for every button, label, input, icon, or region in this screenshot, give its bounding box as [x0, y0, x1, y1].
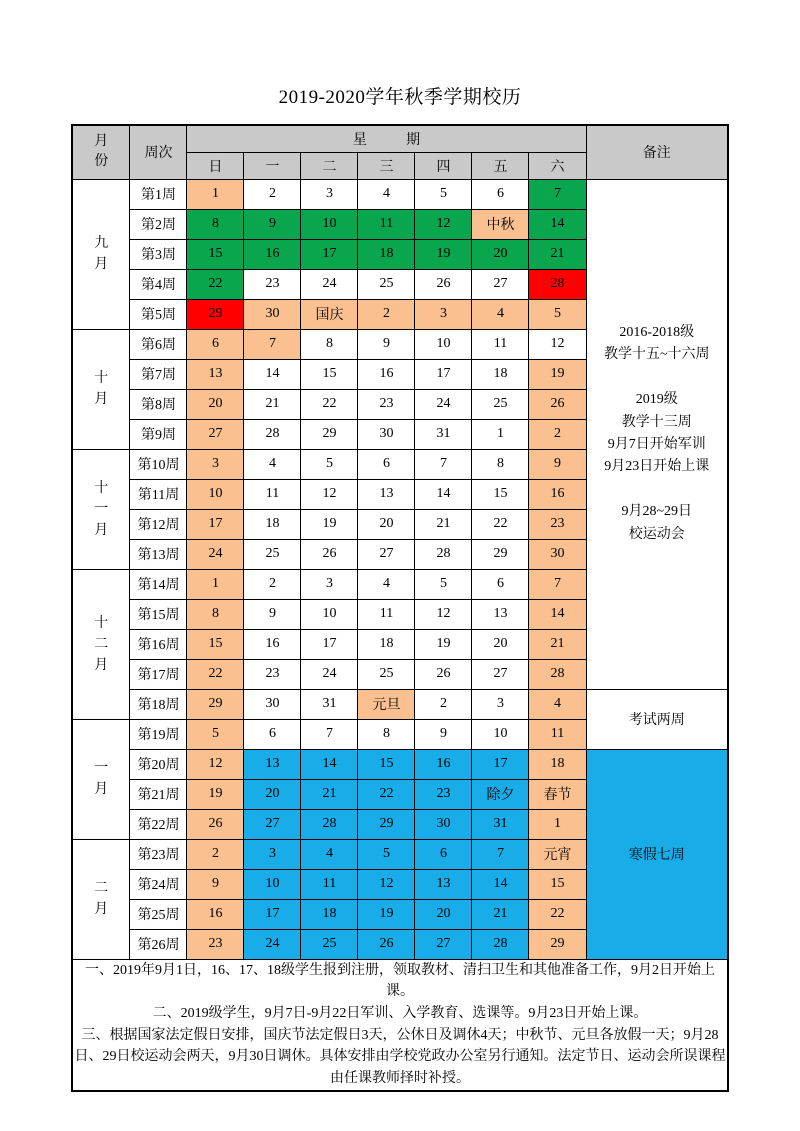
remark-line: 教学十三周 [621, 414, 692, 430]
week-number-cell: 第4周 [130, 269, 187, 299]
day-cell: 除夕 [472, 779, 529, 809]
day-cell: 2 [358, 299, 415, 329]
day-cell: 27 [244, 809, 301, 839]
month-char: 月 [94, 657, 109, 673]
remark-line: 9月23日开始上课 [604, 459, 710, 475]
day-cell: 27 [358, 539, 415, 569]
week-number-cell: 第3周 [130, 239, 187, 269]
day-cell: 16 [244, 629, 301, 659]
day-cell: 10 [415, 329, 472, 359]
day-cell: 10 [301, 209, 358, 239]
day-cell: 20 [472, 629, 529, 659]
day-cell: 12 [187, 749, 244, 779]
day-cell: 2 [244, 569, 301, 599]
day-cell: 29 [187, 689, 244, 719]
calendar-body [72, 179, 728, 1091]
day-cell: 8 [187, 599, 244, 629]
day-cell: 14 [415, 479, 472, 509]
day-cell: 5 [187, 719, 244, 749]
day-cell: 元宵 [529, 839, 586, 869]
day-cell: 2 [529, 419, 586, 449]
day-cell: 25 [358, 659, 415, 689]
calendar-header [72, 125, 728, 179]
day-cell: 11 [358, 599, 415, 629]
month-char: 月 [94, 257, 109, 272]
day-cell: 20 [244, 779, 301, 809]
remark-winter-vacation [586, 749, 728, 959]
week-row [72, 689, 728, 719]
remark-line: 2016-2018级 [619, 325, 695, 341]
day-cell: 24 [415, 389, 472, 419]
day-cell: 27 [472, 269, 529, 299]
day-cell: 12 [415, 599, 472, 629]
day-cell: 国庆 [301, 299, 358, 329]
day-cell: 10 [301, 599, 358, 629]
day-cell: 29 [187, 299, 244, 329]
day-cell: 8 [358, 719, 415, 749]
day-cell: 23 [415, 779, 472, 809]
day-cell: 16 [187, 899, 244, 929]
day-cell: 23 [529, 509, 586, 539]
day-cell: 4 [472, 299, 529, 329]
header-row-top [72, 125, 728, 152]
day-cell: 20 [472, 239, 529, 269]
header-day-sun: 日 [187, 152, 244, 179]
month-char: 二 [94, 881, 109, 896]
day-cell: 2 [244, 179, 301, 209]
day-cell: 6 [472, 569, 529, 599]
day-cell: 21 [472, 899, 529, 929]
day-cell: 13 [415, 869, 472, 899]
day-cell: 20 [187, 389, 244, 419]
day-cell: 13 [187, 359, 244, 389]
day-cell: 8 [187, 209, 244, 239]
month-cell [72, 449, 130, 569]
day-cell: 19 [415, 629, 472, 659]
month-char: 九 [94, 236, 109, 251]
day-cell: 27 [415, 929, 472, 959]
week-number-cell: 第1周 [130, 179, 187, 209]
day-cell: 4 [529, 689, 586, 719]
day-cell: 29 [301, 419, 358, 449]
remark-teaching-notes [586, 179, 728, 689]
day-cell: 23 [187, 929, 244, 959]
day-cell: 14 [529, 209, 586, 239]
day-cell: 18 [358, 239, 415, 269]
week-number-cell: 第21周 [130, 779, 187, 809]
week-number-cell: 第16周 [130, 629, 187, 659]
page-title: 2019-2020学年秋季学期校历 [278, 87, 522, 108]
week-number-cell: 第6周 [130, 329, 187, 359]
day-cell: 1 [529, 809, 586, 839]
day-cell: 15 [358, 749, 415, 779]
month-char: 一 [94, 501, 109, 517]
day-cell: 19 [301, 509, 358, 539]
day-cell: 19 [415, 239, 472, 269]
week-number-cell: 第7周 [130, 359, 187, 389]
day-cell: 19 [358, 899, 415, 929]
month-cell [72, 179, 130, 329]
day-cell: 9 [187, 869, 244, 899]
day-cell: 25 [472, 389, 529, 419]
day-cell: 30 [415, 809, 472, 839]
day-cell: 25 [244, 539, 301, 569]
day-cell: 24 [187, 539, 244, 569]
day-cell: 22 [529, 899, 586, 929]
day-cell: 15 [529, 869, 586, 899]
day-cell: 9 [529, 449, 586, 479]
day-cell: 13 [472, 599, 529, 629]
day-cell: 6 [244, 719, 301, 749]
month-char: 十 [94, 371, 109, 386]
day-cell: 5 [415, 179, 472, 209]
day-cell: 25 [358, 269, 415, 299]
day-cell: 8 [301, 329, 358, 359]
day-cell: 5 [529, 299, 586, 329]
day-cell: 26 [187, 809, 244, 839]
day-cell: 17 [301, 629, 358, 659]
week-number-cell: 第12周 [130, 509, 187, 539]
month-char: 月 [94, 522, 109, 538]
day-cell: 22 [358, 779, 415, 809]
month-char: 月 [94, 782, 109, 797]
week-number-cell: 第24周 [130, 869, 187, 899]
day-cell: 28 [529, 269, 586, 299]
day-cell: 5 [415, 569, 472, 599]
day-cell: 29 [472, 539, 529, 569]
day-cell: 17 [187, 509, 244, 539]
day-cell: 15 [472, 479, 529, 509]
week-number-cell: 第5周 [130, 299, 187, 329]
remark-line: 校运动会 [628, 526, 685, 542]
day-cell: 18 [472, 359, 529, 389]
header-day-mon: 一 [244, 152, 301, 179]
day-cell: 7 [301, 719, 358, 749]
day-cell: 30 [529, 539, 586, 569]
month-char: 十 [94, 480, 109, 496]
day-cell: 3 [415, 299, 472, 329]
day-cell: 1 [472, 419, 529, 449]
day-cell: 17 [472, 749, 529, 779]
day-cell: 元旦 [358, 689, 415, 719]
day-cell: 2 [415, 689, 472, 719]
day-cell: 26 [415, 269, 472, 299]
day-cell: 28 [415, 539, 472, 569]
week-number-cell: 第9周 [130, 419, 187, 449]
day-cell: 21 [415, 509, 472, 539]
header-day-wed: 三 [358, 152, 415, 179]
day-cell: 19 [529, 359, 586, 389]
day-cell: 9 [244, 209, 301, 239]
day-cell: 21 [244, 389, 301, 419]
day-cell: 31 [415, 419, 472, 449]
day-cell: 3 [301, 179, 358, 209]
day-cell: 18 [244, 509, 301, 539]
header-day-thu: 四 [415, 152, 472, 179]
day-cell: 28 [529, 659, 586, 689]
day-cell: 12 [358, 869, 415, 899]
header-remark: 备注 [586, 125, 728, 179]
day-cell: 21 [529, 239, 586, 269]
week-number-cell: 第18周 [130, 689, 187, 719]
month-char: 二 [94, 636, 109, 652]
day-cell: 16 [415, 749, 472, 779]
day-cell: 3 [472, 689, 529, 719]
day-cell: 22 [187, 659, 244, 689]
day-cell: 23 [244, 269, 301, 299]
week-number-cell: 第17周 [130, 659, 187, 689]
day-cell: 春节 [529, 779, 586, 809]
day-cell: 17 [301, 239, 358, 269]
week-number-cell: 第14周 [130, 569, 187, 599]
footnote-line: 三、根据国家法定假日安排，国庆节法定假日3天，公休日及调休4天；中秋节、元旦各放假一天；9月28日、29日校运动会两天，9月30日调休。具体安排由学校党政办公室另行通知。法定节日、运动会所误课程由任课教师择时补授。 [74, 1027, 726, 1086]
day-cell: 4 [244, 449, 301, 479]
day-cell: 9 [244, 599, 301, 629]
day-cell: 15 [187, 239, 244, 269]
day-cell: 27 [472, 659, 529, 689]
remark-line: 寒假七周 [628, 848, 685, 863]
remark-line [587, 367, 728, 389]
day-cell: 26 [301, 539, 358, 569]
day-cell: 22 [187, 269, 244, 299]
header-week-number: 周次 [130, 125, 187, 179]
day-cell: 21 [301, 779, 358, 809]
month-cell [72, 839, 130, 959]
day-cell: 25 [301, 929, 358, 959]
remark-line: 教学十五~十六周 [603, 347, 710, 363]
day-cell: 6 [472, 179, 529, 209]
day-cell: 30 [244, 299, 301, 329]
day-cell: 31 [301, 689, 358, 719]
day-cell: 7 [529, 179, 586, 209]
day-cell: 11 [529, 719, 586, 749]
day-cell: 11 [358, 209, 415, 239]
remark-line: 9月7日开始军训 [607, 437, 706, 452]
day-cell: 30 [358, 419, 415, 449]
day-cell: 20 [358, 509, 415, 539]
day-cell: 26 [529, 389, 586, 419]
week-number-cell: 第13周 [130, 539, 187, 569]
footnote-line: 一、2019年9月1日，16、17、18级学生报到注册，领取教材、清扫卫生和其他准备工作，9月2日开始上课。 [85, 962, 715, 1000]
day-cell: 19 [187, 779, 244, 809]
day-cell: 21 [529, 629, 586, 659]
footnote-line: 二、2019级学生，9月7日-9月22日军训、入学教育、选课等。9月23日开始上课。 [152, 1005, 648, 1021]
day-cell: 17 [244, 899, 301, 929]
day-cell: 17 [415, 359, 472, 389]
day-cell: 26 [358, 929, 415, 959]
week-number-cell: 第8周 [130, 389, 187, 419]
day-cell: 18 [358, 629, 415, 659]
month-char: 一 [94, 761, 109, 776]
remark-line: 9月28~29日 [621, 504, 693, 520]
header-day-tue: 二 [301, 152, 358, 179]
day-cell: 28 [244, 419, 301, 449]
day-cell: 5 [301, 449, 358, 479]
day-cell: 31 [472, 809, 529, 839]
header-day-fri: 五 [472, 152, 529, 179]
day-cell: 29 [529, 929, 586, 959]
day-cell: 9 [358, 329, 415, 359]
day-cell: 7 [472, 839, 529, 869]
day-cell: 16 [244, 239, 301, 269]
day-cell: 1 [187, 569, 244, 599]
day-cell: 6 [415, 839, 472, 869]
day-cell: 2 [187, 839, 244, 869]
day-cell: 5 [358, 839, 415, 869]
week-number-cell: 第10周 [130, 449, 187, 479]
day-cell: 23 [358, 389, 415, 419]
remark-line: 2019级 [635, 392, 678, 408]
day-cell: 7 [244, 329, 301, 359]
day-cell: 30 [244, 689, 301, 719]
day-cell: 6 [358, 449, 415, 479]
week-row [72, 179, 728, 209]
day-cell: 20 [415, 899, 472, 929]
header-month: 月份 [72, 125, 130, 179]
day-cell: 10 [187, 479, 244, 509]
day-cell: 10 [244, 869, 301, 899]
day-cell: 14 [472, 869, 529, 899]
day-cell: 24 [244, 929, 301, 959]
remark-line: 考试两周 [628, 713, 685, 728]
day-cell: 7 [415, 449, 472, 479]
day-cell: 16 [529, 479, 586, 509]
day-cell: 27 [187, 419, 244, 449]
week-number-cell: 第11周 [130, 479, 187, 509]
footnotes-row [72, 959, 728, 1091]
week-number-cell: 第26周 [130, 929, 187, 959]
month-char: 月 [94, 392, 109, 407]
day-cell: 11 [472, 329, 529, 359]
week-row [72, 749, 728, 779]
day-cell: 8 [472, 449, 529, 479]
day-cell: 26 [415, 659, 472, 689]
day-cell: 18 [529, 749, 586, 779]
week-number-cell: 第15周 [130, 599, 187, 629]
day-cell: 24 [301, 269, 358, 299]
day-cell: 3 [244, 839, 301, 869]
day-cell: 10 [472, 719, 529, 749]
day-cell: 11 [244, 479, 301, 509]
header-weekday-group: 星期 [187, 125, 586, 152]
day-cell: 11 [301, 869, 358, 899]
day-cell: 3 [187, 449, 244, 479]
month-char: 十 [94, 615, 109, 631]
day-cell: 12 [301, 479, 358, 509]
week-number-cell: 第23周 [130, 839, 187, 869]
day-cell: 14 [244, 359, 301, 389]
footnotes [72, 959, 728, 1091]
week-number-cell: 第22周 [130, 809, 187, 839]
day-cell: 中秋 [472, 209, 529, 239]
day-cell: 16 [358, 359, 415, 389]
day-cell: 4 [358, 179, 415, 209]
day-cell: 15 [301, 359, 358, 389]
week-number-cell: 第25周 [130, 899, 187, 929]
month-char: 月 [94, 902, 109, 917]
remark-exam-weeks [586, 689, 728, 749]
day-cell: 24 [301, 659, 358, 689]
day-cell: 22 [472, 509, 529, 539]
month-cell [72, 329, 130, 449]
day-cell: 23 [244, 659, 301, 689]
day-cell: 9 [415, 719, 472, 749]
month-cell [72, 569, 130, 719]
week-number-cell: 第2周 [130, 209, 187, 239]
day-cell: 4 [358, 569, 415, 599]
day-cell: 18 [301, 899, 358, 929]
day-cell: 4 [301, 839, 358, 869]
header-day-sat: 六 [529, 152, 586, 179]
day-cell: 22 [301, 389, 358, 419]
day-cell: 7 [529, 569, 586, 599]
day-cell: 13 [244, 749, 301, 779]
week-number-cell: 第19周 [130, 719, 187, 749]
week-number-cell: 第20周 [130, 749, 187, 779]
day-cell: 28 [472, 929, 529, 959]
remark-line [587, 479, 728, 501]
month-cell [72, 719, 130, 839]
day-cell: 3 [301, 569, 358, 599]
day-cell: 12 [415, 209, 472, 239]
day-cell: 15 [187, 629, 244, 659]
day-cell: 28 [301, 809, 358, 839]
day-cell: 14 [529, 599, 586, 629]
day-cell: 13 [358, 479, 415, 509]
calendar-table [71, 124, 729, 1092]
day-cell: 12 [529, 329, 586, 359]
day-cell: 29 [358, 809, 415, 839]
day-cell: 6 [187, 329, 244, 359]
day-cell: 1 [187, 179, 244, 209]
day-cell: 14 [301, 749, 358, 779]
